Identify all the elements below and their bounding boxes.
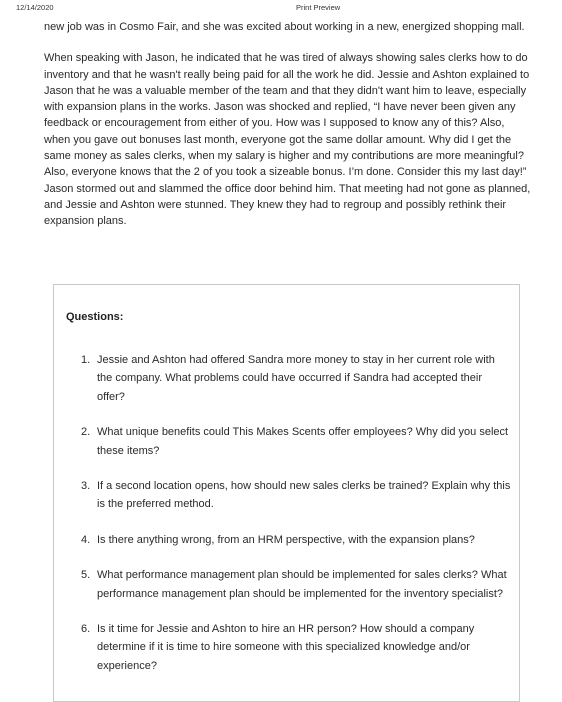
question-text: Jessie and Ashton had offered Sandra more money to stay in her current role with the company. What problems could have occurred if Sandra had accepted their offer? [97, 354, 495, 403]
question-number: 4. [81, 533, 91, 546]
print-date: 12/14/2020 [16, 3, 54, 12]
question-item [80, 566, 512, 603]
question-text: If a second location opens, how should new sales clerks be trained? Explain why this is the preferred method. [97, 480, 511, 511]
question-text: Is it time for Jessie and Ashton to hire an HR person? How should a company determine if it is time to hire someone with this specialized knowledge and/or experience? [97, 623, 475, 672]
body-paragraph: When speaking with Jason, he indicated that he was tired of always showing sales clerks how to do inventory and that he wasn't really being paid for all the work he did. Jessie and Ashton explained to Jason that he was a valuable member of the team and that they didn't want him to leave, especially with expansion plans in the works. Jason was shocked and replied, “I have never been given any feedback or encouragement from either of you. How was I supposed to know any of this? Also, when you gave out bonuses last month, everyone got the same dollar amount. Why did I get the same money as sales clerks, when my salary is higher and my contributions are more meaningful? Also, everyone knows that the 2 of you took a sizeable bonus. I’m done. Consider this my last day!” Jason stormed out and slammed the office door behind him. That meeting had not gone as planned, and Jessie and Ashton were stunned. They knew they had to regroup and possibly rethink their expansion plans. [44, 52, 531, 228]
print-header [0, 3, 562, 15]
body-paragraph: new job was in Cosmo Fair, and she was excited about working in a new, energized shopping mall. [44, 21, 525, 33]
question-number: 3. [81, 480, 91, 493]
question-item [80, 531, 512, 549]
question-number: 1. [81, 354, 91, 366]
question-number: 5. [81, 569, 91, 582]
document-body [44, 19, 532, 230]
question-text: What performance management plan should be implemented for sales clerks? What performance management plan should be implemented for the inventory specialist? [97, 569, 507, 600]
question-item [80, 351, 512, 406]
questions-box [53, 284, 520, 702]
questions-list [80, 351, 512, 692]
question-item [80, 423, 512, 460]
question-item [80, 477, 512, 514]
question-text: What unique benefits could This Makes Scents offer employees? Why did you select these items? [97, 426, 509, 457]
question-number: 2. [81, 426, 91, 439]
question-item [80, 620, 512, 675]
print-preview-title: Print Preview [296, 3, 341, 12]
questions-heading: Questions: [66, 311, 124, 323]
question-text: Is there anything wrong, from an HRM perspective, with the expansion plans? [97, 533, 475, 546]
question-number: 6. [81, 623, 91, 636]
